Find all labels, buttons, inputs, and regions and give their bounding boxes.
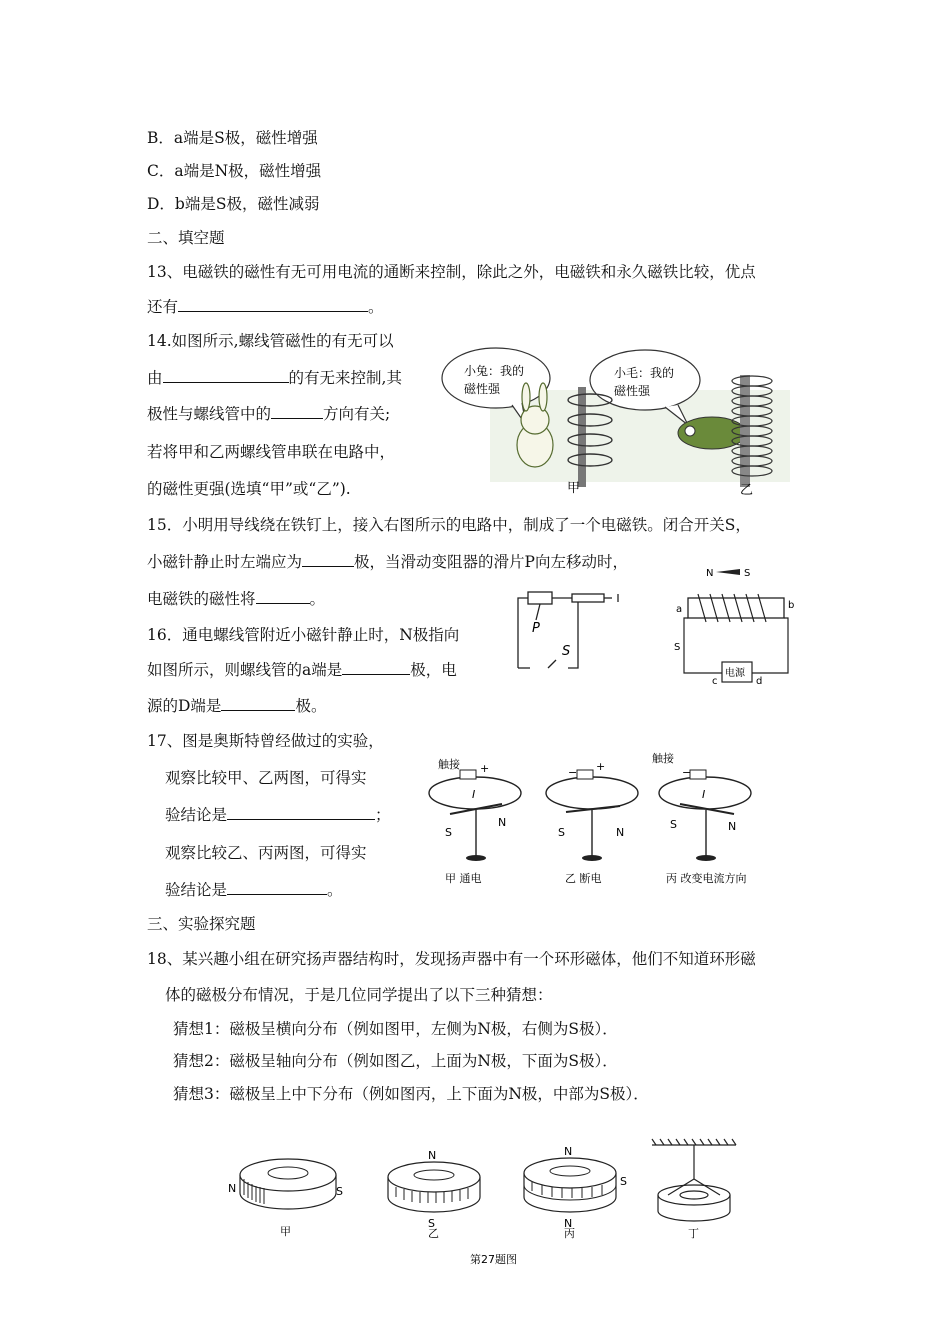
fig16-label-c: c — [712, 676, 718, 687]
q16-line3-prefix: 源的D端是 — [147, 697, 222, 715]
section-heading-experiment: 三、实验探究题 — [147, 915, 256, 933]
q14-line4: 若将甲和乙两螺线管串联在电路中， — [147, 443, 396, 461]
q17-line3 — [165, 805, 391, 825]
fig14-label-jia: 甲 — [567, 481, 581, 495]
q17-line5-prefix: 验结论是 — [165, 881, 228, 899]
q18-line1: 18、某兴趣小组在研究扬声器结构时，发现扬声器中有一个环形磁体，他们不知道环形磁 — [147, 950, 756, 968]
q15-line1: 15．小明用导线绕在铁钉上，接入右图所示的电路中，制成了一个电磁铁。闭合开关S， — [147, 516, 751, 534]
svg-text:S: S — [670, 818, 677, 831]
section-heading-fill: 二、填空题 — [147, 229, 225, 247]
q16-line2-prefix: 如图所示，则螺线管的a端是 — [147, 661, 343, 679]
fig17-panel-jia — [429, 757, 521, 885]
fig17-oersted — [420, 748, 800, 888]
q16-line1: 16．通电螺线管附近小磁针静止时，N极指向 — [147, 626, 460, 644]
svg-text:+: + — [596, 760, 606, 773]
fig18-caption-bing: 丙 — [564, 1227, 575, 1240]
fig14-solenoids — [440, 345, 800, 495]
fig18-yi-s: S — [428, 1217, 435, 1230]
fig15-slider — [536, 604, 540, 620]
q17-line3-prefix: 验结论是 — [165, 806, 228, 824]
svg-text:−: − — [568, 766, 578, 779]
svg-text:N: N — [498, 816, 507, 829]
fig15-switch — [548, 660, 556, 668]
q15-line3-prefix: 电磁铁的磁性将 — [147, 590, 256, 608]
fig18-ring-magnets — [228, 1135, 740, 1270]
option-d: D．b端是S极，磁性减弱 — [147, 195, 320, 213]
q18-line2: 体的磁极分布情况，于是几位同学提出了以下三种猜想： — [165, 986, 553, 1004]
q13-answer-blank[interactable] — [178, 297, 368, 312]
fig18-magnet-bing — [524, 1158, 616, 1212]
q16-line3 — [147, 696, 326, 716]
fig14-bubble2-line2: 磁性强 — [614, 384, 651, 398]
fig17-panel-yi — [546, 760, 638, 885]
q17-line5-suffix: 。 — [327, 881, 343, 899]
q14-line3-prefix: 极性与螺线管中的 — [147, 405, 272, 423]
fig14-label-yi: 乙 — [740, 483, 754, 495]
q16-line2-suffix: 极，电 — [410, 661, 457, 679]
fig17-bing-touch: 触接 — [652, 752, 674, 765]
svg-text:N: N — [616, 826, 625, 839]
q14-prefix: 由 — [147, 369, 163, 387]
q14-line3 — [147, 404, 390, 424]
q13-line2 — [147, 297, 384, 317]
q14-blank-2[interactable] — [271, 404, 323, 419]
q15-line2 — [147, 552, 628, 572]
fig16-label-d: d — [756, 676, 763, 687]
fig16-power-label: 电源 — [725, 668, 745, 679]
q17-blank-2[interactable] — [227, 880, 327, 895]
q17-line5 — [165, 880, 343, 900]
fig18-title: 第27题图 — [470, 1253, 517, 1266]
fig15-circuit — [508, 580, 648, 680]
fig14-core-yi — [740, 375, 750, 487]
fig18-bing-s: S — [620, 1175, 627, 1188]
svg-text:I: I — [472, 788, 476, 801]
svg-text:+: + — [480, 762, 490, 775]
q17-blank-1[interactable] — [227, 805, 375, 820]
q17-line2: 观察比较甲、乙两图，可得实 — [165, 769, 367, 787]
fig18-caption-jia: 甲 — [280, 1225, 291, 1238]
q15-line3-suffix: 。 — [309, 590, 326, 608]
q18-guess1: 猜想1：磁极呈横向分布（例如图甲，左侧为N极，右侧为S极）． — [173, 1020, 618, 1038]
q18-guess3: 猜想3：磁极呈上中下分布（例如图丙，上下面为N极，中部为S极）． — [173, 1085, 649, 1103]
fig14-bubble1-line2: 磁性强 — [464, 382, 501, 396]
fig15-rheostat — [528, 592, 552, 604]
fig14-bubble-2 — [590, 350, 700, 410]
fig18-magnet-jia — [240, 1159, 336, 1209]
option-b: B．a端是S极，磁性增强 — [147, 129, 318, 147]
q15-line3 — [147, 589, 325, 609]
fig14-bubble1-line1: 小兔：我的 — [464, 364, 525, 378]
fig17-caption-bing: 丙 改变电流方向 — [666, 872, 747, 885]
fig18-caption-yi: 乙 — [428, 1227, 439, 1240]
fig17-jia-touch: 触接 — [438, 758, 460, 771]
fig16-needle-n: N — [706, 568, 714, 579]
q14-blank-1[interactable] — [163, 368, 289, 383]
fig16-solenoid-circuit — [670, 558, 805, 688]
fig18-magnet-ding-hanging — [652, 1139, 736, 1221]
q14-line2 — [147, 368, 402, 388]
q13-prefix: 还有 — [147, 298, 179, 316]
q14-line3-suffix: 方向有关; — [323, 405, 391, 423]
fig18-bing-n-top: N — [564, 1145, 573, 1158]
q18-guess2: 猜想2：磁极呈轴向分布（例如图乙，上面为N极，下面为S极）． — [173, 1052, 618, 1070]
fig15-wire-left — [518, 598, 528, 668]
fig18-jia-n: N — [228, 1182, 237, 1195]
fig18-yi-n: N — [428, 1149, 437, 1162]
fig17-panel-bing — [652, 751, 751, 885]
option-c: C．a端是N极，磁性增强 — [147, 162, 322, 180]
q15-blank-2[interactable] — [256, 589, 310, 604]
svg-text:I: I — [702, 788, 706, 801]
fig14-bubble-1 — [442, 348, 550, 408]
svg-text:−: − — [682, 766, 692, 779]
fig17-caption-jia: 甲 通电 — [445, 872, 482, 885]
q15-blank-1[interactable] — [302, 552, 354, 567]
fig18-magnet-yi — [388, 1162, 480, 1212]
svg-text:S: S — [558, 826, 565, 839]
q15-line2-prefix: 小磁针静止时左端应为 — [147, 553, 303, 571]
q17-line4: 观察比较乙、丙两图，可得实 — [165, 844, 367, 862]
fig14-bubble2-line1: 小毛：我的 — [614, 366, 675, 380]
fig17-caption-yi: 乙 断电 — [565, 872, 602, 885]
q15-line2-suffix: 极，当滑动变阻器的滑片P向左移动时， — [354, 553, 628, 571]
svg-text:N: N — [728, 820, 737, 833]
q17-line3-suffix: ； — [375, 806, 391, 824]
fig18-caption-ding: 丁 — [688, 1227, 699, 1240]
q13-suffix: 。 — [368, 298, 384, 316]
svg-text:S: S — [445, 826, 452, 839]
q16-blank-2[interactable] — [221, 696, 295, 711]
fig16-label-a: a — [676, 604, 683, 615]
q14-suffix: 的有无来控制,其 — [288, 369, 402, 387]
fig15-label-s: S — [562, 644, 571, 659]
fig16-label-b: b — [788, 600, 795, 611]
fig16-wire-left — [684, 618, 722, 673]
fig16-needle — [716, 569, 740, 575]
fig18-jia-s: S — [336, 1185, 343, 1198]
fig15-nail-coil — [572, 594, 604, 602]
fig16-wire-right — [752, 618, 788, 673]
fig14-core-jia — [578, 387, 586, 487]
fig16-label-switch: S — [674, 642, 681, 653]
q14-line5: 的磁性更强(选填“甲”或“乙”). — [147, 480, 351, 498]
fig18-bing-n-bottom: N — [564, 1217, 573, 1230]
fig16-needle-s: S — [744, 568, 751, 579]
q13-line1: 13、电磁铁的磁性有无可用电流的通断来控制，除此之外，电磁铁和永久磁铁比较，优点 — [147, 263, 756, 281]
q14-line1: 14.如图所示,螺线管磁性的有无可以 — [147, 332, 394, 350]
q16-line2 — [147, 660, 457, 680]
q17-line1: 17、图是奥斯特曾经做过的实验， — [147, 732, 384, 750]
q16-blank-1[interactable] — [342, 660, 410, 675]
fig15-label-p: P — [532, 621, 540, 636]
q16-line3-suffix: 极。 — [295, 697, 327, 715]
